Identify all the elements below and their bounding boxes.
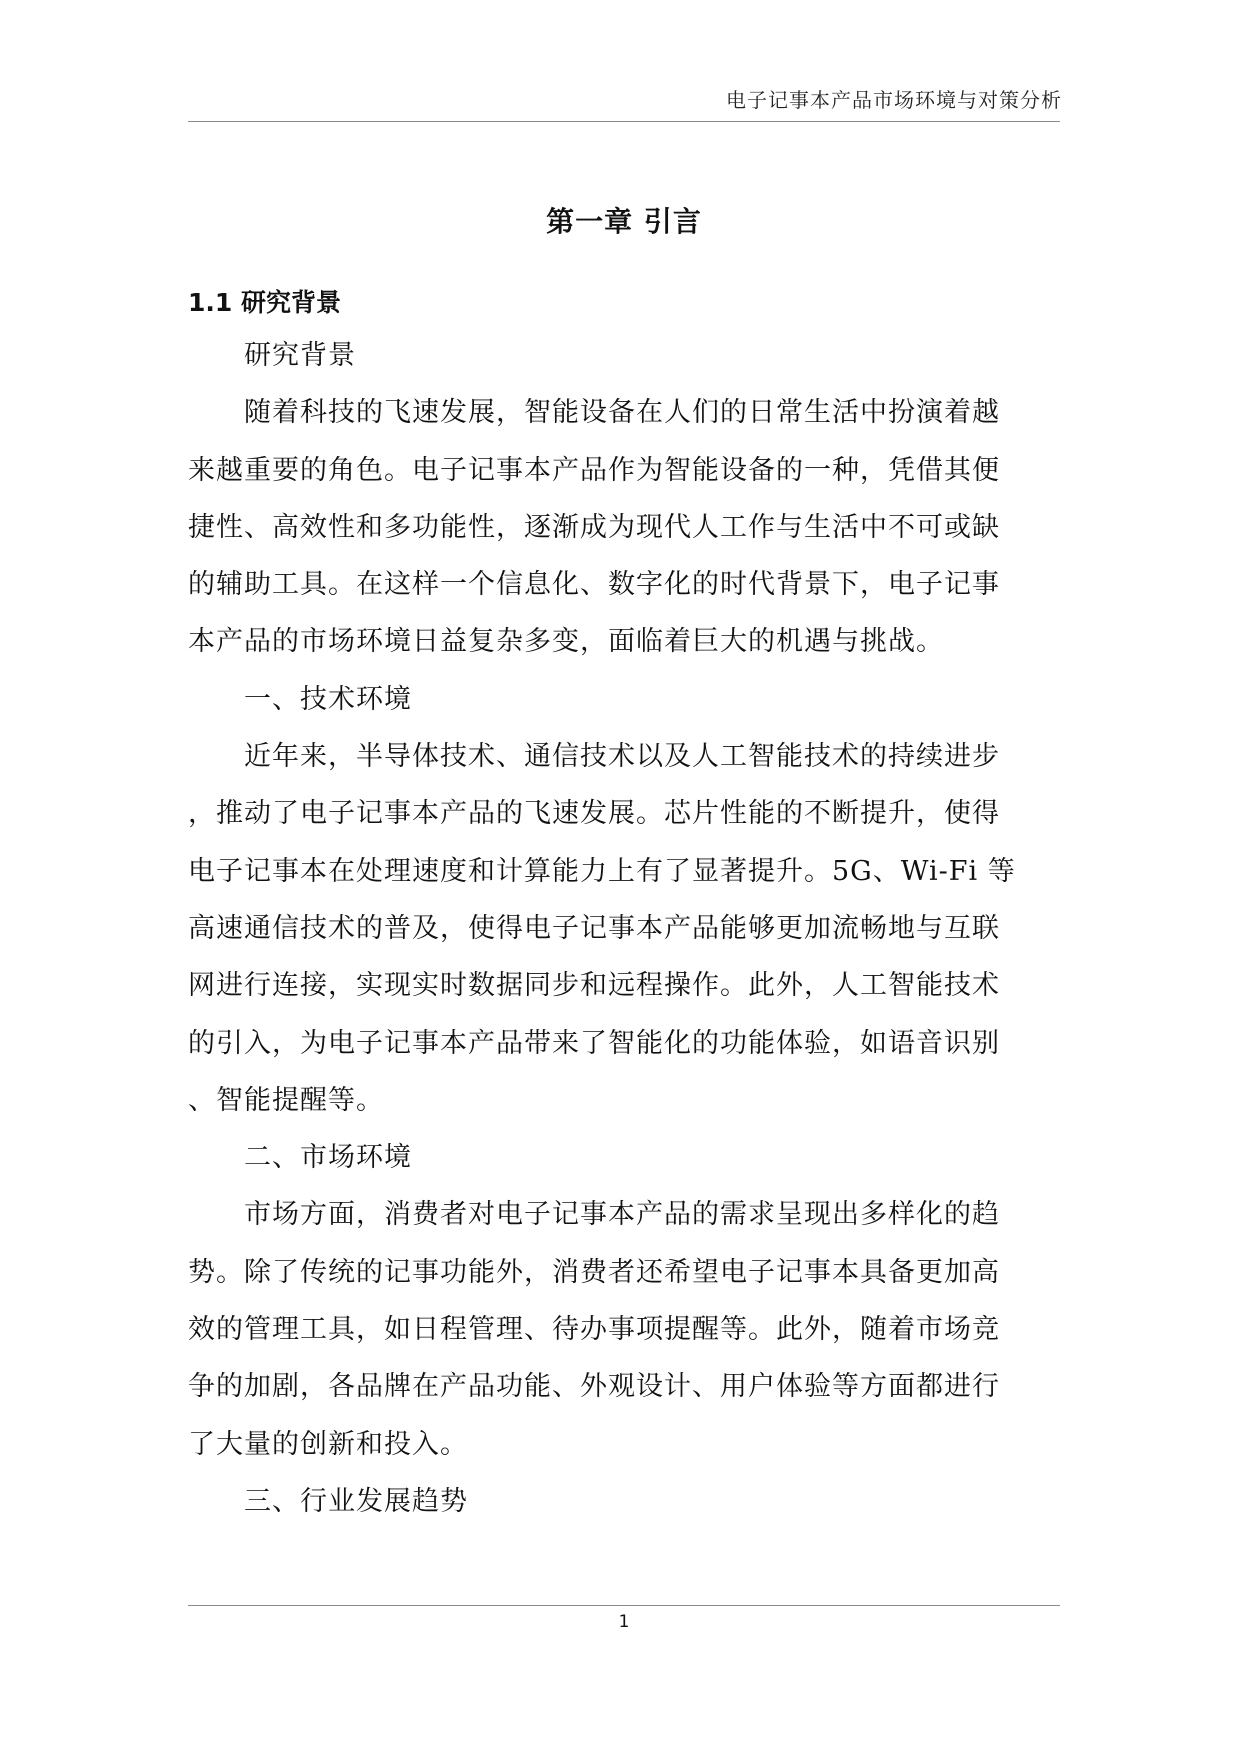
subheading-market-environment	[188, 1129, 1060, 1186]
text-line: 三、行业发展趋势	[244, 1485, 468, 1517]
running-header: 电子记事本产品市场环境与对策分析	[726, 88, 1062, 112]
text-line: 近年来，半导体技术、通信技术以及人工智能技术的持续进步	[244, 741, 1000, 773]
header-divider	[188, 121, 1060, 122]
subheading-tech-environment	[188, 671, 1060, 728]
paragraph-research-background-label	[188, 327, 1060, 384]
text-line: 争的加剧，各品牌在产品功能、外观设计、用户体验等方面都进行	[188, 1371, 1000, 1403]
text-line: 二、市场环境	[244, 1142, 412, 1174]
section-heading: 1.1 研究背景	[188, 288, 341, 317]
text-line: 捷性、高效性和多功能性，逐渐成为现代人工作与生活中不可或缺	[188, 511, 1000, 543]
footer-divider	[188, 1605, 1060, 1606]
text-line: 本产品的市场环境日益复杂多变，面临着巨大的机遇与挑战。	[188, 626, 944, 658]
text-line: 、智能提醒等。	[188, 1084, 384, 1116]
page-number: 1	[618, 1612, 630, 1632]
text-line: 网进行连接，实现实时数据同步和远程操作。此外，人工智能技术	[188, 970, 1000, 1002]
text-line: 势。除了传统的记事功能外，消费者还希望电子记事本具备更加高	[188, 1256, 1000, 1288]
text-line: 市场方面，消费者对电子记事本产品的需求呈现出多样化的趋	[244, 1199, 1000, 1231]
paragraph-tech-environment	[188, 728, 1060, 1129]
chapter-title: 第一章 引言	[546, 205, 702, 238]
text-line: 了大量的创新和投入。	[188, 1428, 468, 1460]
text-line: 的辅助工具。在这样一个信息化、数字化的时代背景下，电子记事	[188, 569, 1000, 601]
text-line: ，推动了电子记事本产品的飞速发展。芯片性能的不断提升，使得	[188, 798, 1000, 830]
text-line: 随着科技的飞速发展，智能设备在人们的日常生活中扮演着越	[244, 397, 1000, 429]
text-line: 的引入，为电子记事本产品带来了智能化的功能体验，如语音识别	[188, 1027, 1000, 1059]
paragraph-market-environment	[188, 1186, 1060, 1472]
text-line: 一、技术环境	[244, 683, 412, 715]
text-line: 来越重要的角色。电子记事本产品作为智能设备的一种，凭借其便	[188, 454, 1000, 486]
text-line: 效的管理工具，如日程管理、待办事项提醒等。此外，随着市场竞	[188, 1314, 1000, 1346]
body-text	[188, 327, 1060, 1530]
text-line: 高速通信技术的普及，使得电子记事本产品能够更加流畅地与互联	[188, 912, 1000, 944]
paragraph-intro	[188, 384, 1060, 670]
text-line: 电子记事本在处理速度和计算能力上有了显著提升。5G、Wi-Fi 等	[188, 855, 1016, 887]
subheading-industry-trends	[188, 1473, 1060, 1530]
text-line: 研究背景	[244, 340, 356, 371]
